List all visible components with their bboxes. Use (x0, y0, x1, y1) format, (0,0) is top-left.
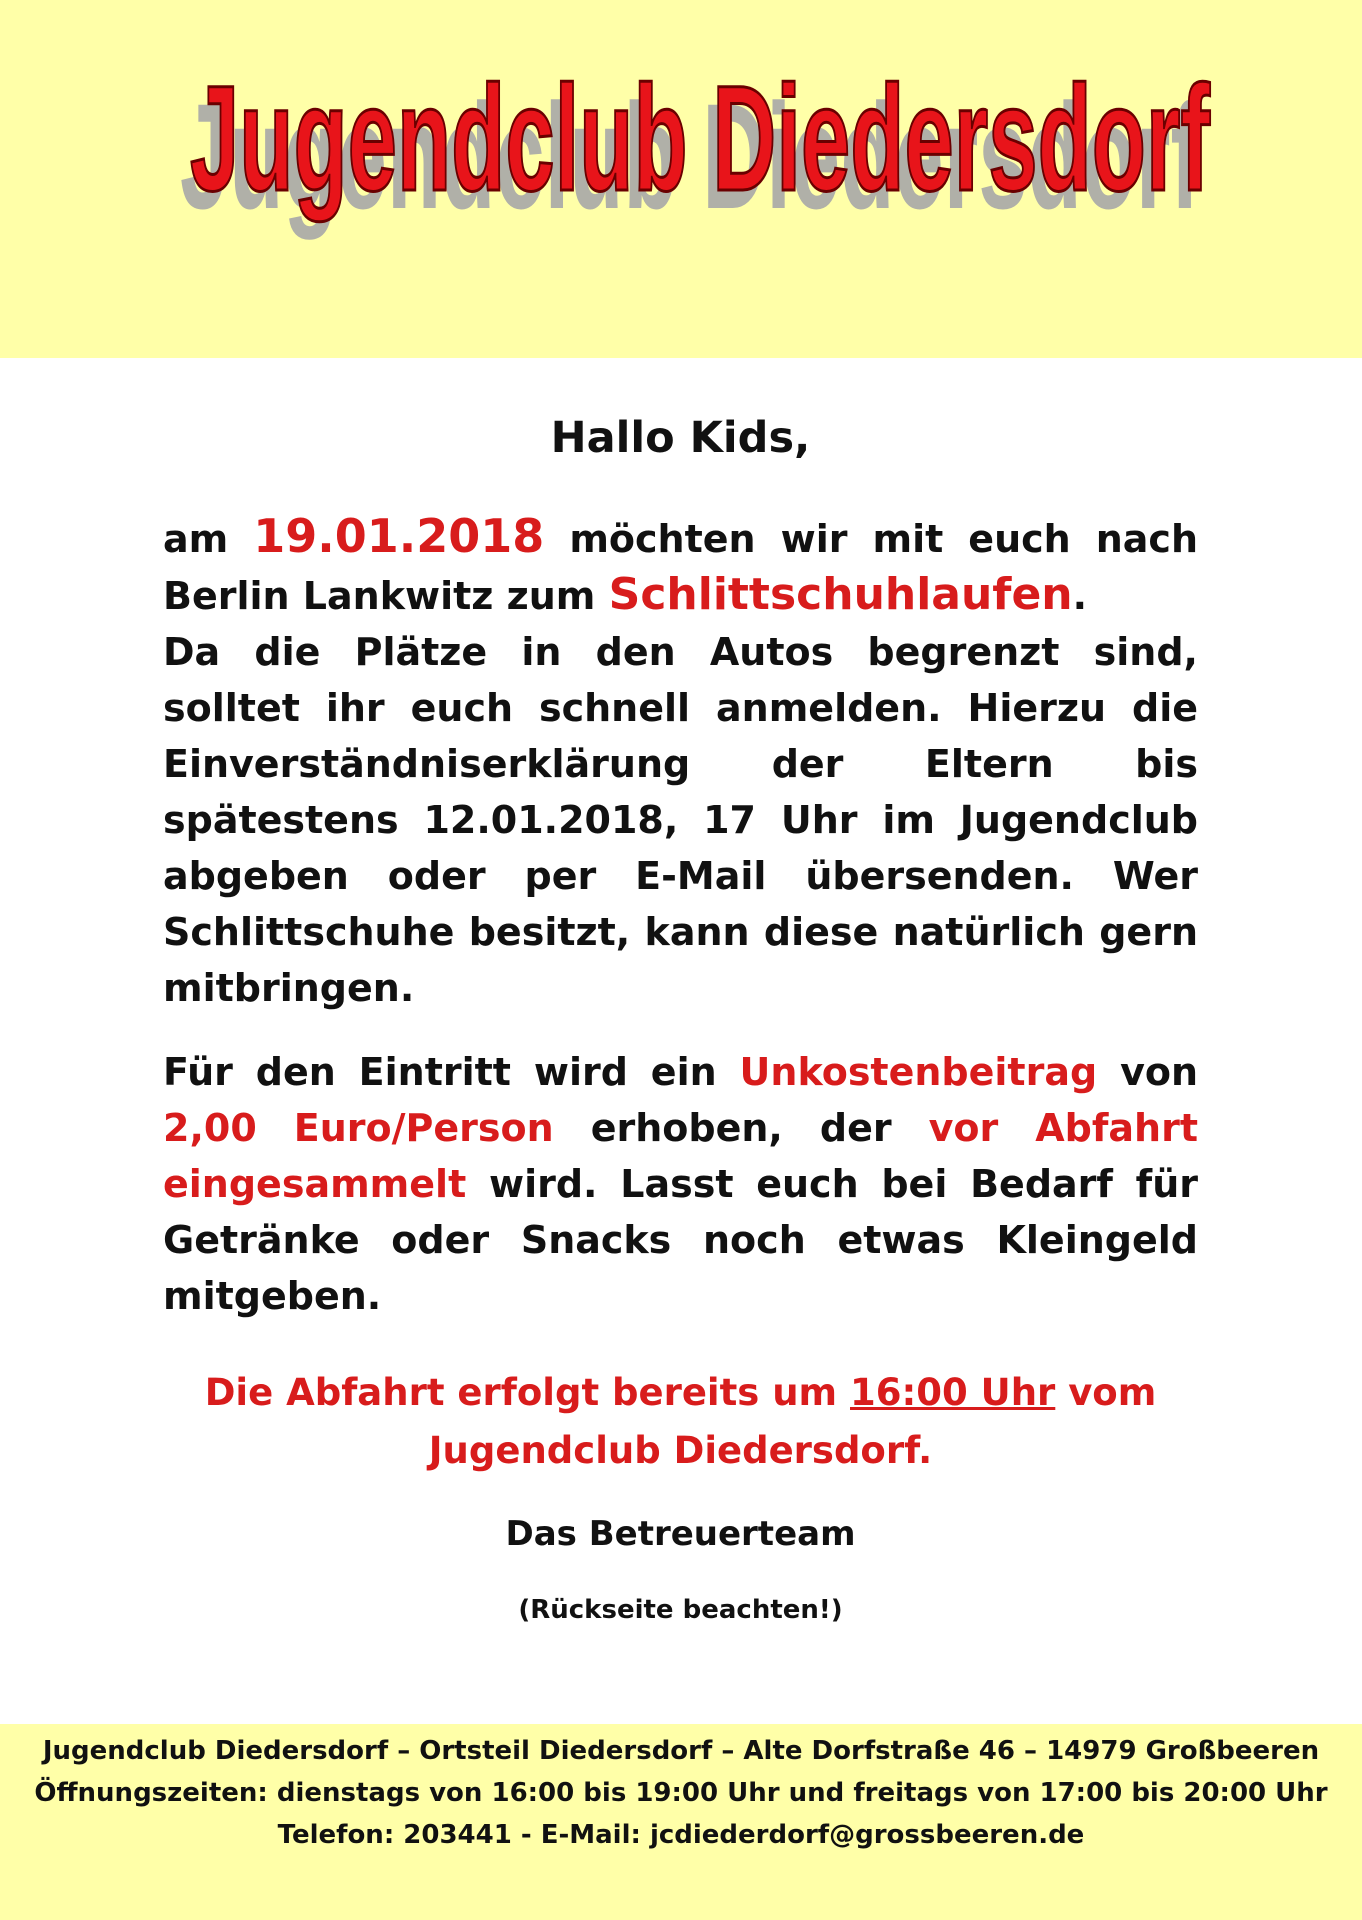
letter-body (163, 400, 1198, 1638)
para1-text2: Da die Plätze in den Autos begrenzt sind, solltet ihr euch schnell anmelden. Hierzu die Einverständniserklärung der Eltern bis spätestens 12.01.2018, 17 Uhr im Jugendclub abgeben oder per E-Mail übersenden. Wer Schlittschuhe besitzt, kann diese natürlich gern mitbringen. (163, 630, 1198, 1010)
logo-shadow-text: Jugendclub Diedersdorf (180, 72, 1201, 240)
fee-amount: 2,00 Euro/Person (163, 1106, 554, 1150)
activity-name: Schlittschuhlaufen (608, 569, 1073, 620)
footer-address: Jugendclub Diedersdorf – Ortsteil Diedersdorf – Alte Dorfstraße 46 – 14979 Großbeeren (42, 1736, 1320, 1766)
footer-hours: Öffnungszeiten: dienstags von 16:00 bis 19:00 Uhr und freitags von 17:00 bis 20:00 Uhr (34, 1778, 1328, 1808)
para1-text1: möchten wir mit euch nach Berlin Lankwitz zum (163, 517, 1199, 618)
para1-am: am (163, 517, 229, 561)
greeting: Hallo Kids, (550, 413, 811, 463)
para2-t1: Für den Eintritt wird ein (163, 1050, 717, 1094)
paragraph-fee (163, 1044, 1198, 1324)
departure-time: 16:00 Uhr (850, 1371, 1056, 1414)
fee-collected-note: vor Abfahrt eingesammelt (163, 1106, 1198, 1206)
footer-contact: Telefon: 203441 - E-Mail: jcdiederdorf@grossbeeren.de (277, 1820, 1085, 1850)
para2-t4: wird. Lasst euch bei Bedarf für Getränke oder Snacks noch etwas Kleingeld mitgeben. (163, 1162, 1198, 1318)
back-side-note: (Rückseite beachten!) (518, 1595, 843, 1625)
club-logo (0, 0, 1362, 358)
para2-t2: von (1120, 1050, 1198, 1094)
signature: Das Betreuerteam (505, 1514, 856, 1554)
event-date: 19.01.2018 (253, 509, 545, 563)
departure-post: vom (1068, 1371, 1157, 1414)
departure-pre: Die Abfahrt erfolgt bereits um (204, 1371, 838, 1414)
logo-text: Jugendclub Diedersdorf (190, 54, 1211, 222)
departure-notice (163, 1364, 1198, 1480)
paragraph-invitation (163, 508, 1198, 1016)
fee-label: Unkostenbeitrag (739, 1050, 1098, 1094)
departure-place: Jugendclub Diedersdorf. (428, 1429, 933, 1472)
para1-dot: . (1072, 574, 1088, 618)
footer (0, 1730, 1362, 1856)
para2-t3: erhoben, der (590, 1106, 892, 1150)
